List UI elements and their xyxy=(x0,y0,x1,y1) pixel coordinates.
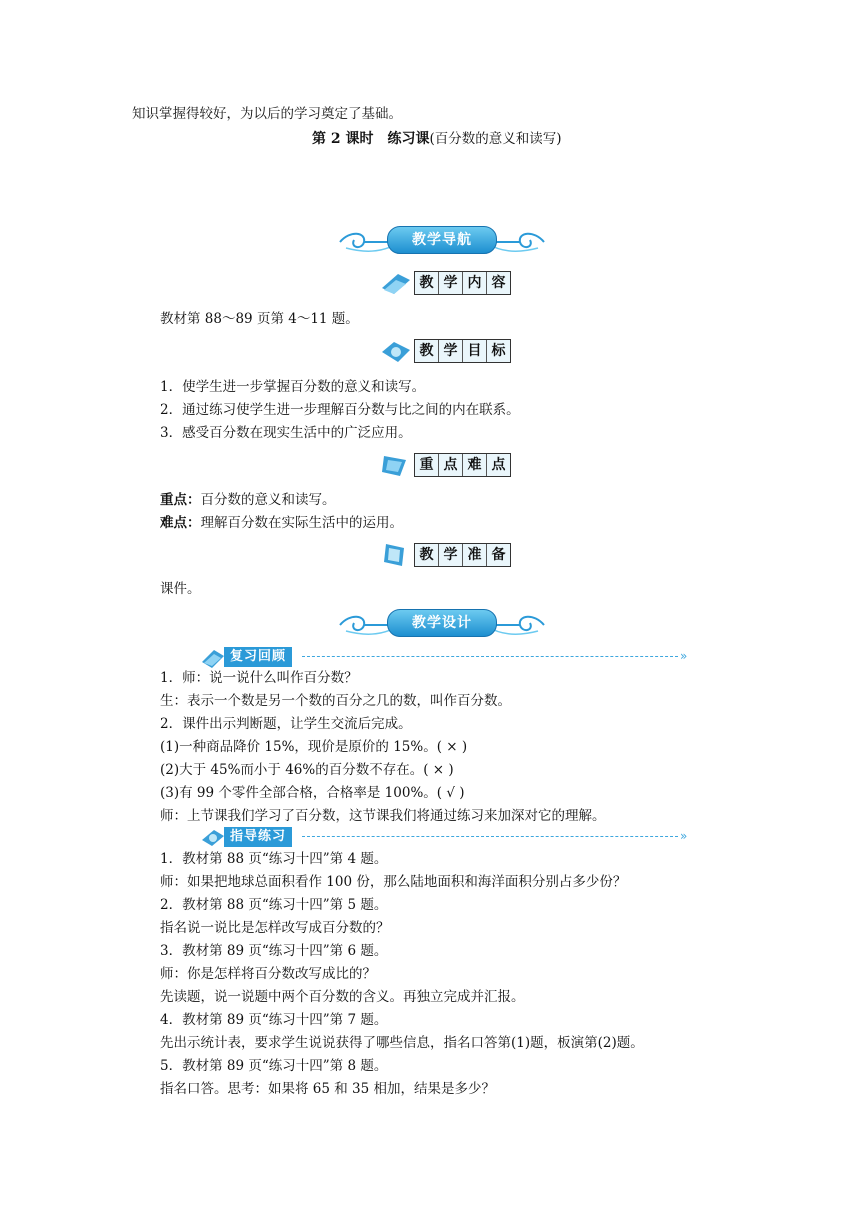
heading-teaching-content xyxy=(380,270,520,294)
review-line: (1)一种商品降价 15%，现价是原价的 15%。( × ) xyxy=(160,739,468,755)
heading-teaching-prep xyxy=(380,542,520,566)
heading-char: 目 xyxy=(462,340,486,362)
guide-line: 指名口答。思考：如果将 65 和 35 相加，结果是多少？ xyxy=(160,1081,496,1097)
heading-char: 内 xyxy=(462,272,486,294)
goal-item: 1．使学生进一步掌握百分数的意义和读写。 xyxy=(160,379,426,395)
heading-char: 备 xyxy=(486,544,510,566)
section-divider xyxy=(302,656,678,657)
heading-char: 教 xyxy=(419,275,434,291)
book-icon xyxy=(200,646,226,668)
guide-line: 先读题，说一说题中两个百分数的含义。再独立完成并汇报。 xyxy=(160,989,525,1005)
heading-char: 教 xyxy=(419,343,434,359)
lesson-title xyxy=(312,130,562,148)
review-line: 师：上节课我们学习了百分数，这节课我们将通过练习来加深对它的理解。 xyxy=(160,808,606,824)
review-line: 2．课件出示判断题，让学生交流后完成。 xyxy=(160,716,412,732)
guide-line: 3．教材第 89 页“练习十四”第 6 题。 xyxy=(160,943,388,959)
goal-item: 2．通过练习使学生进一步理解百分数与比之间的内在联系。 xyxy=(160,402,520,418)
document-icon xyxy=(380,542,412,568)
guide-line: 5．教材第 89 页“练习十四”第 8 题。 xyxy=(160,1058,388,1074)
key-text: 百分数的意义和读写。 xyxy=(200,492,336,508)
difficulty-label: 难点： xyxy=(160,515,201,531)
difficulty-text: 理解百分数在实际生活中的运用。 xyxy=(200,515,403,531)
heading-char: 学 xyxy=(438,544,462,566)
guide-line: 先出示统计表，要求学生说说获得了哪些信息，指名口答第(1)题，板演第(2)题。 xyxy=(160,1035,644,1051)
banner-title: 教学导航 xyxy=(387,226,497,254)
top-line: 知识掌握得较好，为以后的学习奠定了基础。 xyxy=(132,106,402,122)
section-guided-practice xyxy=(200,826,700,848)
section-label: 复习回顾 xyxy=(224,647,292,667)
heading-char: 标 xyxy=(486,340,510,362)
review-line: 1．师：说一说什么叫作百分数？ xyxy=(160,670,358,686)
review-line: (2)大于 45%而小于 46%的百分数不存在。( × ) xyxy=(160,762,454,778)
banner-teaching-nav xyxy=(336,226,548,256)
pencil-icon xyxy=(200,826,226,848)
banner-title: 教学设计 xyxy=(387,609,497,637)
flag-icon xyxy=(380,452,412,478)
double-chevron-icon: » xyxy=(680,649,688,663)
target-icon xyxy=(380,338,412,364)
book-icon xyxy=(380,270,412,296)
key-label: 重点： xyxy=(160,492,201,508)
lesson-title-sub: (百分数的意义和读写) xyxy=(429,131,562,147)
review-line: (3)有 99 个零件全部合格，合格率是 100%。( √ ) xyxy=(160,785,465,801)
guide-line: 指名说一说比是怎样改写成百分数的？ xyxy=(160,920,390,936)
heading-char: 点 xyxy=(438,454,462,476)
content-text: 教材第 88～89 页第 4～11 题。 xyxy=(160,311,359,327)
prep-text: 课件。 xyxy=(160,581,201,597)
heading-char: 容 xyxy=(486,272,510,294)
lesson-title-main: 第 2 课时 练习课 xyxy=(312,131,430,147)
goal-item: 3．感受百分数在现实生活中的广泛应用。 xyxy=(160,425,412,441)
heading-char: 学 xyxy=(438,340,462,362)
guide-line: 1．教材第 88 页“练习十四”第 4 题。 xyxy=(160,851,388,867)
heading-teaching-goals xyxy=(380,338,520,362)
guide-line: 师：如果把地球总面积看作 100 份，那么陆地面积和海洋面积分别占多少份？ xyxy=(160,874,627,890)
heading-char: 教 xyxy=(419,547,434,563)
guide-line: 2．教材第 88 页“练习十四”第 5 题。 xyxy=(160,897,388,913)
review-line: 生：表示一个数是另一个数的百分之几的数，叫作百分数。 xyxy=(160,693,511,709)
heading-char: 难 xyxy=(462,454,486,476)
section-review xyxy=(200,646,700,668)
banner-teaching-design xyxy=(336,609,548,639)
heading-key-points xyxy=(380,452,520,476)
heading-char: 准 xyxy=(462,544,486,566)
heading-char: 点 xyxy=(486,454,510,476)
key-point xyxy=(160,491,336,509)
section-divider xyxy=(302,836,678,837)
section-label: 指导练习 xyxy=(224,827,292,847)
guide-line: 4．教材第 89 页“练习十四”第 7 题。 xyxy=(160,1012,388,1028)
difficulty-point xyxy=(160,514,403,532)
heading-char: 学 xyxy=(438,272,462,294)
guide-line: 师：你是怎样将百分数改写成比的？ xyxy=(160,966,376,982)
double-chevron-icon: » xyxy=(680,829,688,843)
heading-char: 重 xyxy=(419,457,434,473)
